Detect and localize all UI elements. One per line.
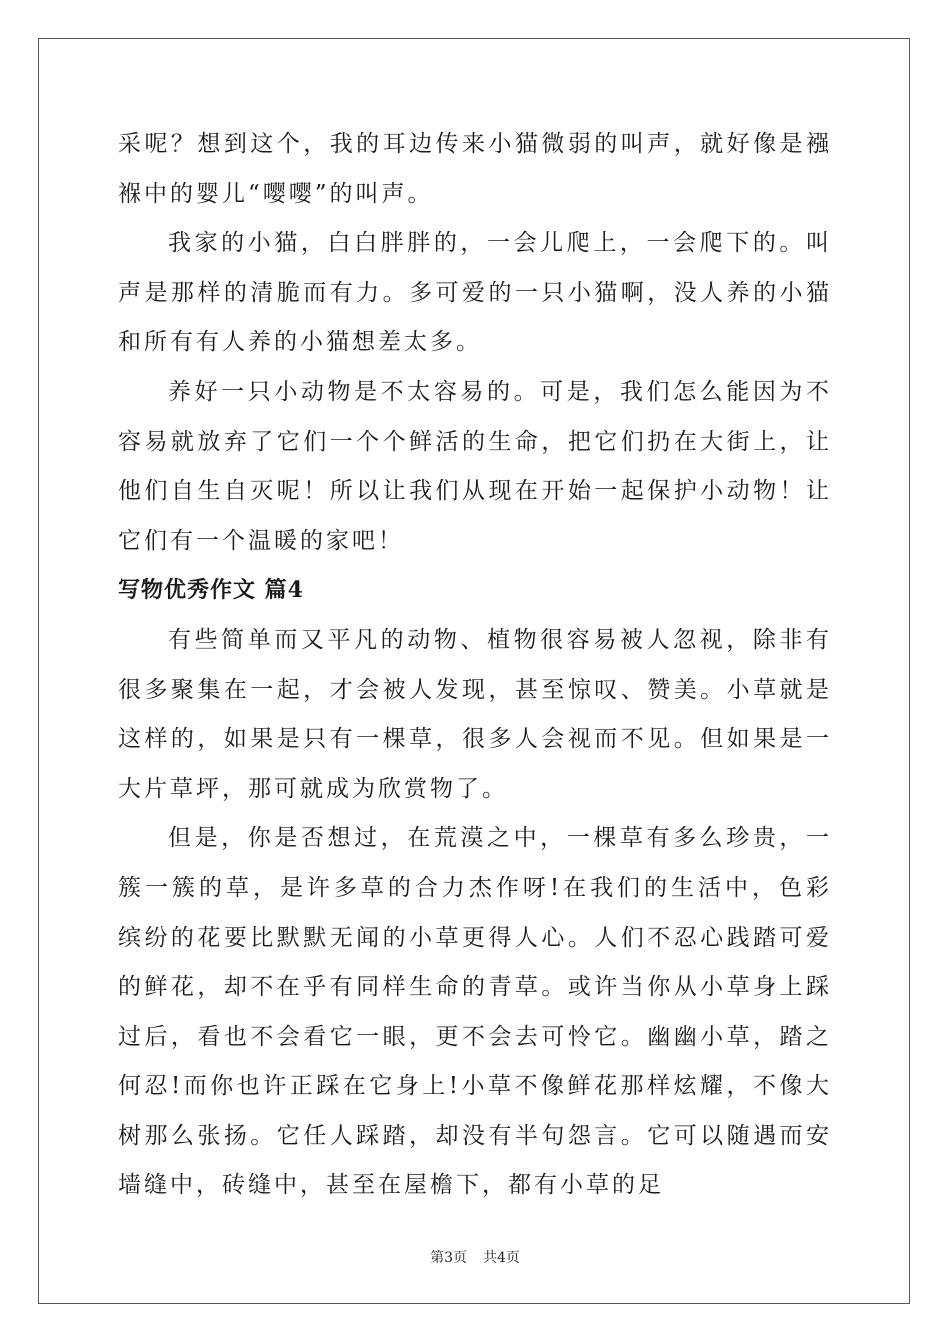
page-total: 共4页 bbox=[483, 1250, 520, 1266]
page-number: 第3页 bbox=[430, 1250, 467, 1266]
paragraph: 但是，你是否想过，在荒漠之中，一棵草有多么珍贵，一簇一簇的草，是许多草的合力杰作呀!在我们的生活中，色彩缤纷的花要比默默无闻的小草更得人心。人们不忍心践踏可爱的鲜花，却不在乎有同样生命的青草。或许当你从小草身上踩过后，看也不会看它一眼，更不会去可怜它。幽幽小草，踏之何忍!而你也许正踩在它身上!小草不像鲜花那样炫耀，不像大树那么张扬。它任人踩踏，却没有半句怨言。它可以随遇而安墙缝中，砖缝中，甚至在屋檐下，都有小草的足 bbox=[118, 825, 832, 1199]
section-heading: 写物优秀作文 篇4 bbox=[118, 577, 304, 604]
paragraph: 我家的小猫，白白胖胖的，一会儿爬上，一会爬下的。叫声是那样的清脆而有力。多可爱的一只小猫啊，没人养的小猫和所有有人养的小猫想差太多。 bbox=[118, 230, 832, 356]
paragraph: 采呢？想到这个，我的耳边传来小猫微弱的叫声，就好像是襁褓中的婴儿“嘤嘤”的叫声。 bbox=[118, 131, 832, 207]
paragraph: 养好一只小动物是不太容易的。可是，我们怎么能因为不容易就放弃了它们一个个鲜活的生命，把它们扔在大街上，让他们自生自灭呢！所以让我们从现在开始一起保护小动物！让它们有一个温暖的家吧！ bbox=[118, 378, 832, 554]
page-footer bbox=[0, 1247, 950, 1267]
document-body bbox=[118, 120, 832, 1211]
paragraph: 有些简单而又平凡的动物、植物很容易被人忽视，除非有很多聚集在一起，才会被人发现，甚至惊叹、赞美。小草就是这样的，如果是只有一棵草，很多人会视而不见。但如果是一大片草坪，那可就成为欣赏物了。 bbox=[118, 626, 832, 802]
